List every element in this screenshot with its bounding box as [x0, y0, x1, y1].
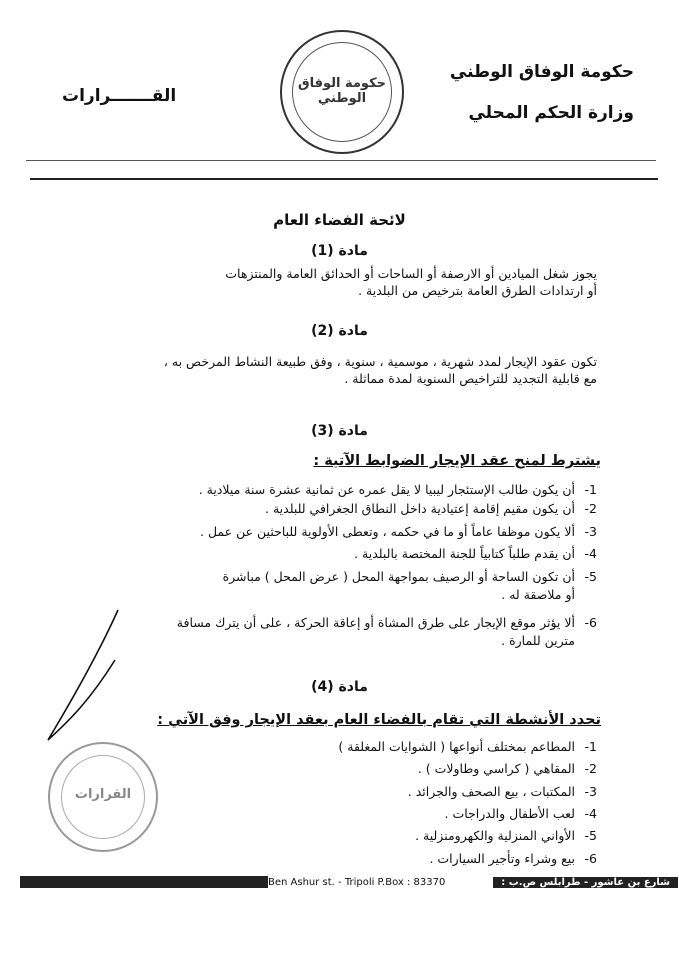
item-number: 3-	[584, 784, 597, 799]
item-text: بيع وشراء وتأجير السيارات .	[429, 851, 575, 866]
item-text-continued: مترين للمارة .	[501, 633, 575, 648]
item-number: 3-	[584, 524, 597, 539]
item-text: أن يكون مقيم إقامة إعتيادية داخل النطاق الجغرافي للبلدية .	[265, 501, 575, 516]
decisions-label: القـــــــرارات	[62, 86, 177, 106]
item-number: 6-	[584, 851, 597, 866]
document-title: لائحة الفضاء العام	[273, 211, 406, 229]
item-text: لعب الأطفال والدراجات .	[444, 806, 575, 821]
article-2-line-1: تكون عقود الإيجار لمدد شهرية ، موسمية ، سنوية ، وفق طبيعة النشاط المرخص به ،	[163, 354, 597, 369]
item-text: ألا يؤثر موقع الإيجار على طرق المشاة أو إعاقة الحركة ، على أن يترك مسافة	[176, 615, 575, 630]
item-text: المقاهي ( كراسي وطاولات ) .	[417, 761, 575, 776]
list-item	[77, 760, 597, 778]
article-3-intro: يشترط لمنح عقد الإيجار الضوابط الآتية :	[313, 453, 601, 469]
handwritten-signature	[30, 600, 140, 750]
item-number: 2-	[584, 501, 597, 516]
item-number: 6-	[584, 615, 597, 630]
item-number: 4-	[584, 546, 597, 561]
article-1-line-1: يجوز شغل الميادين أو الارصفة أو الساحات أو الحدائق العامة والمنتزهات	[225, 266, 597, 281]
footer-address-arabic: شارع بن عاشور - طرابلس ص.ب :	[493, 877, 678, 888]
item-number: 4-	[584, 806, 597, 821]
ministry-name: وزارة الحكم المحلي	[468, 103, 634, 123]
list-item	[77, 827, 597, 845]
item-text: المطاعم بمختلف أنواعها ( الشوايات المغلقة )	[338, 739, 575, 754]
stamp-text: القرارات	[74, 787, 132, 802]
item-number: 1-	[584, 482, 597, 497]
seal-text: حكومة الوفاق الوطني	[297, 76, 387, 106]
article-4-list	[77, 0, 597, 900]
item-text: المكتبات ، بيع الصحف والجرائد .	[407, 784, 575, 799]
item-text: ألا يكون موظفا عاماً أو ما في حكمه ، وتعطى الأولوية للباحثين عن عمل .	[200, 524, 575, 539]
government-name: حكومة الوفاق الوطني	[449, 62, 634, 82]
article-1-heading: مادة (1)	[311, 243, 368, 259]
item-text: أن يكون طالب الإستئجار ليبيا لا يقل عمره عن ثمانية عشرة سنة ميلادية .	[198, 482, 575, 497]
footer-address-latin: Ben Ashur st. - Tripoli P.Box : 83370	[268, 877, 446, 888]
article-4-heading: مادة (4)	[311, 679, 368, 695]
article-2-line-2: مع قابلية التجديد للتراخيص السنوية لمدة مماثلة .	[344, 371, 597, 386]
article-2-heading: مادة (2)	[311, 323, 368, 339]
department-stamp	[48, 742, 158, 852]
item-text: الأواني المنزلية والكهرومنزلية .	[415, 828, 575, 843]
list-item	[77, 738, 597, 756]
article-4-intro: تحدد الأنشطة التي تقام بالفضاء العام بعقد الإيجار وفق الآتي :	[157, 712, 601, 728]
item-text-continued: أو ملاصقة له .	[501, 587, 575, 602]
item-number: 2-	[584, 761, 597, 776]
item-number: 5-	[584, 569, 597, 584]
footer-address	[268, 877, 678, 888]
article-3-heading: مادة (3)	[311, 423, 368, 439]
item-text: أن تكون الساحة أو الرصيف بمواجهة المحل ( عرض المحل ) مباشرة	[222, 569, 575, 584]
item-text: أن يقدم طلباً كتابياً للجنة المختصة بالبلدية .	[354, 546, 575, 561]
footer-bar	[20, 876, 268, 888]
article-1-line-2: أو ارتدادات الطرق العامة بترخيص من البلدية .	[358, 283, 597, 298]
item-number: 1-	[584, 739, 597, 754]
list-item	[77, 850, 597, 868]
item-number: 5-	[584, 828, 597, 843]
